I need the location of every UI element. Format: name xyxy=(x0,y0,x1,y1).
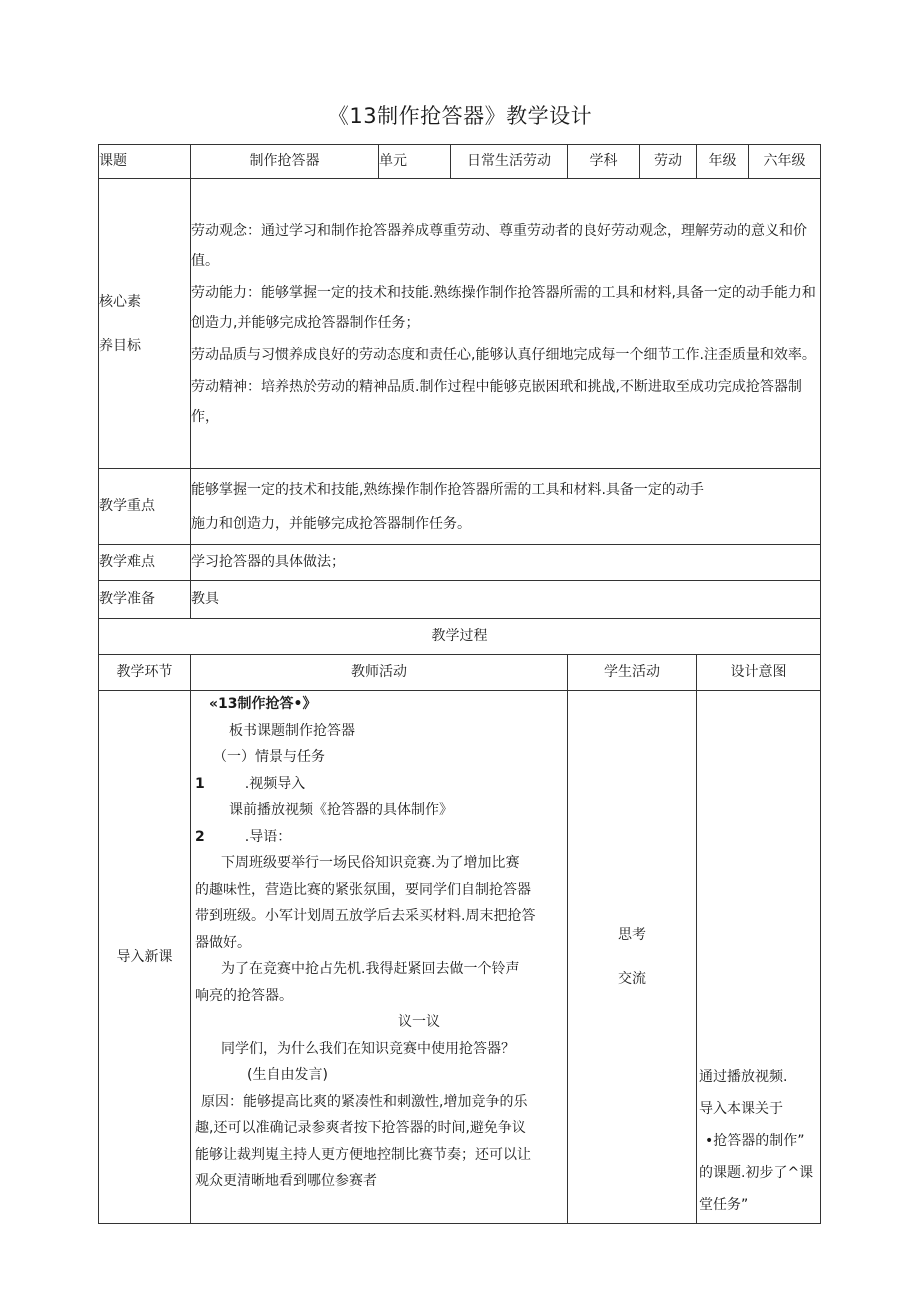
difficult-points-label: 教学难点 xyxy=(99,545,191,581)
goal-item: 劳动能力：能够掌握一定的技术和技能.熟练操作制作抢答器所需的工具和材料,具备一定的动手能力和创造力,并能够完成抢答器制作任务； xyxy=(191,284,816,331)
teacher-line: 板书课题制作抢答器 xyxy=(229,722,355,739)
step-number: 1 xyxy=(195,775,205,792)
subject-value: 劳动 xyxy=(640,145,697,179)
column-intent: 设计意图 xyxy=(697,655,821,691)
lesson-plan-table xyxy=(98,144,821,1224)
subject-label: 学科 xyxy=(568,145,640,179)
stage-name: 导入新课 xyxy=(99,691,191,1224)
preparation-value: 教具 xyxy=(191,581,821,619)
goals-row xyxy=(99,179,821,469)
grade-value: 六年级 xyxy=(749,145,821,179)
teacher-line: 同学们，为什么我们在知识竞赛中使用抢答器？ xyxy=(221,1040,515,1057)
goals-content xyxy=(191,179,821,469)
page-title: 《13制作抢答器》教学设计 xyxy=(327,104,593,128)
topic-label: 课题 xyxy=(99,145,191,179)
step-number: 2 xyxy=(195,828,205,845)
teacher-line xyxy=(195,771,563,798)
preparation-row xyxy=(99,581,821,619)
teacher-line: 响亮的抢答器。 xyxy=(195,987,293,1004)
design-intent xyxy=(697,691,821,1224)
intent-line: 通过播放视频. xyxy=(699,1069,788,1085)
key-points-content xyxy=(191,469,821,545)
teacher-line: 为了在竞赛中抢占先机.我得赶紧回去做一个铃声 xyxy=(221,961,520,977)
goals-label xyxy=(99,179,191,469)
step-text: .视频导入 xyxy=(244,775,306,792)
topic-value: 制作抢答器 xyxy=(191,145,379,179)
key-points-row xyxy=(99,469,821,545)
teacher-line: (生自由发言) xyxy=(247,1067,328,1083)
teacher-line: 的趣味性，营造比赛的紧张氛围，要同学们自制抢答器 xyxy=(195,881,531,898)
intent-line: 堂任务” xyxy=(699,1197,749,1213)
teacher-line: （一）情景与任务 xyxy=(213,749,325,765)
teacher-activity xyxy=(191,691,568,1224)
student-activity xyxy=(568,691,697,1224)
teacher-line: 能够让裁判嵬主持人更方便地控制比赛节奏；还可以让 xyxy=(195,1146,531,1163)
intent-line: 导入本课关于 xyxy=(699,1101,783,1117)
step-text: .导语： xyxy=(244,828,292,845)
goals-label-line1: 核心素 xyxy=(99,293,141,310)
teacher-line: 下周班级要举行一场民俗知识竞赛.为了增加比赛 xyxy=(221,855,520,871)
teacher-line: 原因：能够提高比爽的紧凑性和刺激性,增加竞争的乐 xyxy=(201,1093,528,1110)
unit-label: 单元 xyxy=(379,145,451,179)
column-teacher: 教师活动 xyxy=(191,655,568,691)
goal-item: 劳动品质与习惯养成良好的劳动态度和责任心,能够认真仔细地完成每一个细节工作.注歪质量和效率。 xyxy=(191,346,816,363)
key-points-line2: 施力和创造力，并能够完成抢答器制作任务。 xyxy=(191,515,471,532)
discussion-heading: 议一议 xyxy=(398,1014,440,1030)
teacher-line: 带到班级。小军计划周五放学后去采买材料.周末把抢答 xyxy=(195,908,536,924)
process-heading-row xyxy=(99,619,821,655)
header-row xyxy=(99,145,821,179)
difficult-points-row xyxy=(99,545,821,581)
teacher-line: 观众更清晰地看到哪位参赛者 xyxy=(195,1173,377,1189)
intro-stage-row xyxy=(99,691,821,1224)
teacher-line: 器做好。 xyxy=(195,934,251,951)
intent-line: •抢答器的制作” xyxy=(705,1133,805,1149)
key-points-line1: 能够掌握一定的技术和技能,熟练操作制作抢答器所需的工具和材料.具备一定的动手 xyxy=(191,481,704,498)
goal-item: 劳动观念：通过学习和制作抢答器养成尊重劳动、尊重劳动者的良好劳动观念，理解劳动的意义和价值。 xyxy=(191,222,807,269)
goal-item: 劳动精神：培养热於劳动的精神品质.制作过程中能够克嵌困玳和挑战,不断进取至成功完成抢答器制作， xyxy=(191,378,802,425)
difficult-points-value: 学习抢答器的具体做法； xyxy=(191,545,821,581)
goals-label-line2: 养目标 xyxy=(99,337,141,354)
preparation-label: 教学准备 xyxy=(99,581,191,619)
column-student: 学生活动 xyxy=(568,655,697,691)
intent-line: 的课题.初步了^课 xyxy=(699,1165,814,1181)
column-stage: 教学环节 xyxy=(99,655,191,691)
key-points-label: 教学重点 xyxy=(99,469,191,545)
teacher-line: 趣,还可以准确记录参爽者按下抢答器的时间,避免争议 xyxy=(195,1120,526,1136)
unit-value: 日常生活劳动 xyxy=(451,145,568,179)
grade-label: 年级 xyxy=(697,145,749,179)
process-heading: 教学过程 xyxy=(99,619,821,655)
process-columns-row xyxy=(99,655,821,691)
student-line: 交流 xyxy=(618,971,646,987)
teacher-line: 课前播放视频《抢答器的具体制作》 xyxy=(229,802,453,818)
teacher-line xyxy=(195,824,563,851)
lesson-heading: «13制作抢答•》 xyxy=(209,696,317,712)
student-line: 思考 xyxy=(618,927,646,943)
